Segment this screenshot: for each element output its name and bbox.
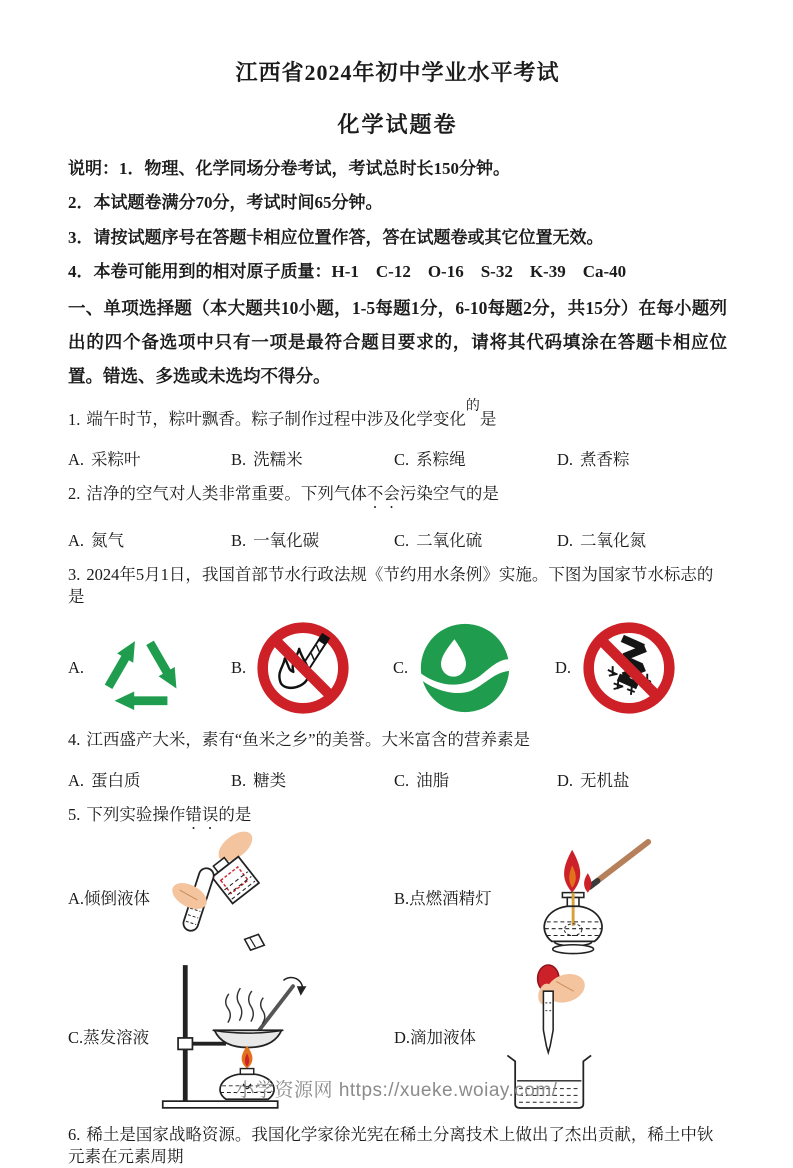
option-2d: D. 二氧化氮 <box>557 530 647 550</box>
question-2-stem: 2. 洁净的空气对人类非常重要。下列气体不会污染空气的是 <box>68 483 499 503</box>
question-1-text-end: 是 <box>479 409 497 429</box>
question-3-stem: 3. 2024年5月1日，我国首部节水行政法规《节约用水条例》实施。下图为国家节水标志的是 <box>68 564 714 607</box>
question-3-options <box>68 620 727 716</box>
option-1d: D. 煮香粽 <box>557 449 630 469</box>
option-4a: A. 蛋白质 <box>68 770 141 790</box>
note-3: 3．请按试题序号在答题卡相应位置作答，答在试题卷或其它位置无效。 <box>68 227 604 247</box>
option-2b: B. 一氧化碳 <box>231 530 320 550</box>
recycling-symbol-icon <box>93 624 191 712</box>
option-2c: C. 二氧化硫 <box>394 530 483 550</box>
question-2-options <box>68 527 727 551</box>
page-subtitle: 化学试题卷 <box>337 112 458 137</box>
section-one-header: 一、单项选择题（本大题共10小题，1-5每题1分，6-10每题2分，共15分）在每小题列出的四个备选项中只有一项是最符合题目要求的，请将其代码填涂在答题卡相应位置。错选、多选或未选均不得分。 <box>68 298 727 386</box>
question-4-number: 4. <box>68 730 81 750</box>
option-4d: D. 无机盐 <box>557 770 630 790</box>
question-5-figures-row-1 <box>68 835 727 959</box>
question-5-emphasis: 错误 <box>185 804 219 824</box>
option-4c: C. 油脂 <box>394 770 450 790</box>
no-open-flame-icon <box>255 620 351 716</box>
question-6-number: 6. <box>68 1124 81 1144</box>
option-5b: B.点燃酒精灯 <box>394 835 727 959</box>
option-3c: C. <box>393 620 555 716</box>
question-1-superscript: 的 <box>465 399 480 415</box>
question-2-emphasis: 不会 <box>366 483 400 503</box>
option-2a: A. 氮气 <box>68 530 125 550</box>
watermark-footer: 小学资源网 https://xueke.woiay.com/ <box>235 1080 558 1101</box>
question-1-options <box>68 446 727 470</box>
question-3-number: 3. <box>68 564 81 584</box>
option-3a: A. <box>68 624 231 712</box>
option-3b: B. <box>231 620 393 716</box>
question-1-text: 端午时节，粽叶飘香。粽子制作过程中涉及化学变化 <box>86 409 466 429</box>
option-5d: D.滴加液体 <box>394 961 727 1111</box>
question-1-stem <box>68 399 727 431</box>
pour-liquid-figure-icon <box>158 835 286 959</box>
option-5c: C.蒸发溶液 <box>68 961 394 1111</box>
note-2: 2．本试题卷满分70分，考试时间65分钟。 <box>68 193 383 213</box>
light-alcohol-lamp-figure-icon <box>500 836 656 958</box>
water-saving-logo-icon <box>417 620 513 716</box>
question-4-options <box>68 767 727 791</box>
note-1: 说明：1．物理、化学同场分卷考试，考试总时长150分钟。 <box>68 159 510 178</box>
option-1b: B. 洗糯米 <box>231 449 303 469</box>
option-4b: B. 糖类 <box>231 770 287 790</box>
option-3d: D. <box>555 620 727 716</box>
question-5-number: 5. <box>68 804 81 824</box>
question-6-stem: 6. 稀土是国家战略资源。我国化学家徐光宪在稀土分离技术上做出了杰出贡献，稀土中钬元素在元素周期 <box>68 1124 714 1166</box>
option-1c: C. 系粽绳 <box>394 449 466 469</box>
note-4: 4．本卷可能用到的相对原子质量：H-1 C-12 O-16 S-32 K-39 Ca-40 <box>68 261 627 281</box>
question-4-stem: 4. 江西盛产大米，素有“鱼米之乡”的美誉。大米富含的营养素是 <box>68 730 531 750</box>
question-5-stem: 5. 下列实验操作错误的是 <box>68 804 252 824</box>
no-fireworks-icon <box>580 620 678 716</box>
question-1-number: 1. <box>68 409 81 429</box>
option-1a: A. 采粽叶 <box>68 449 141 469</box>
page-title: 江西省2024年初中学业水平考试 <box>235 60 560 85</box>
option-5a: A.倾倒液体 <box>68 835 394 959</box>
question-2-number: 2. <box>68 483 81 503</box>
